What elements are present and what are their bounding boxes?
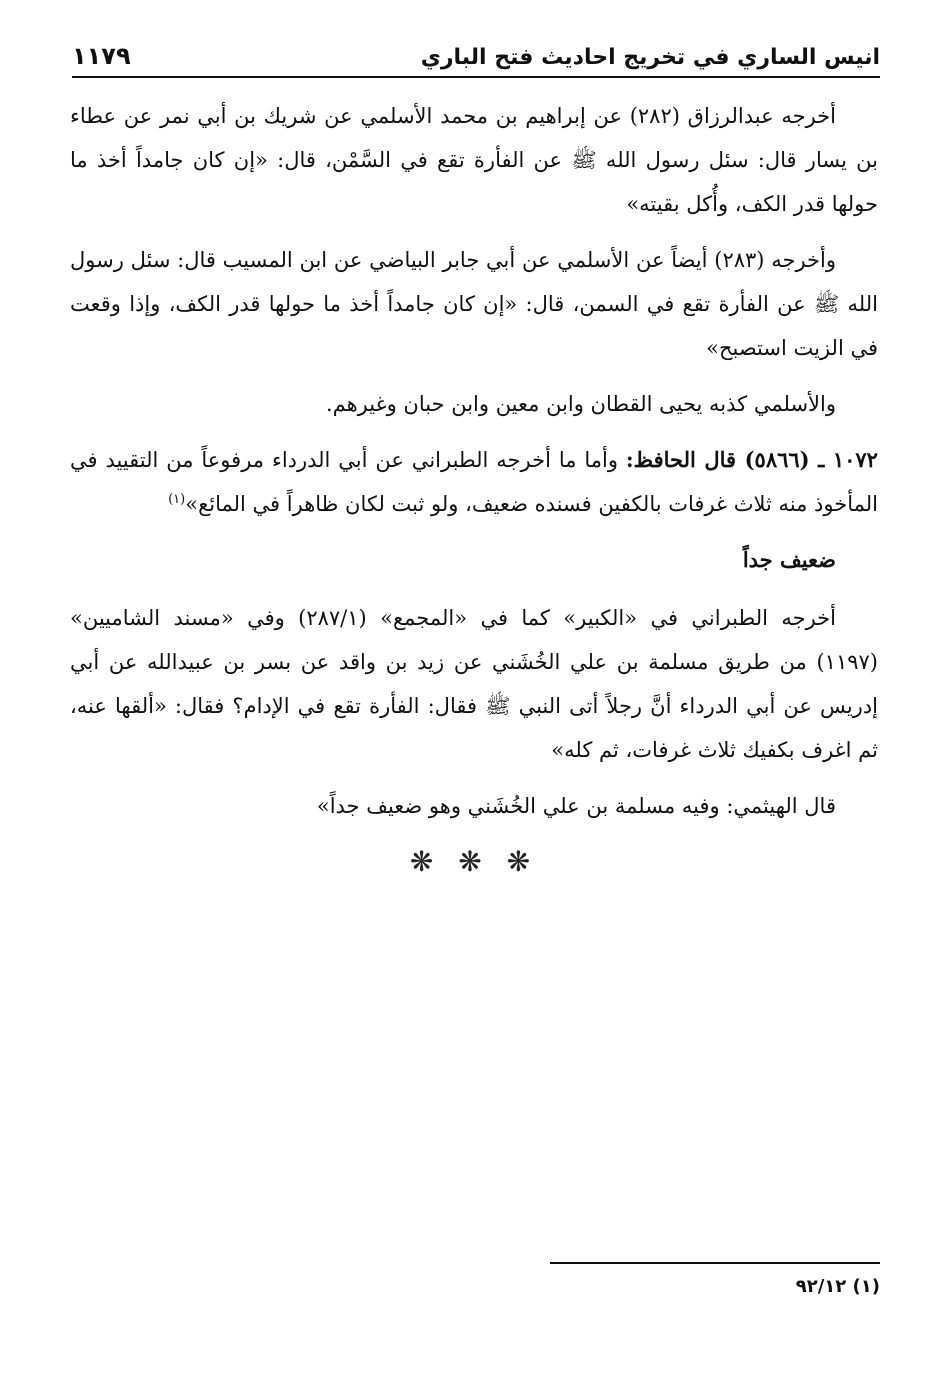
page-header (72, 26, 880, 78)
entry-text: وأما ما أخرجه الطبراني عن أبي الدرداء مرفوعاً من التقييد في المأخوذ منه ثلاث غرفات بالكفين فسنده ضعيف، ولو ثبت لكان ظاهراً في المائع» (70, 448, 878, 516)
footnote-divider (550, 1262, 880, 1264)
paragraph-4: أخرجه الطبراني في «الكبير» كما في «المجمع» (٢٨٧/١) وفي «مسند الشاميين» (١١٩٧) من طريق مسلمة بن علي الخُشَني عن زيد بن واقد عن بسر بن عبيدالله عن أبي إدريس عن أبي الدرداء أنَّ رجلاً أتى النبي ﷺ فقال: الفأرة تقع في الإدام؟ فقال: «ألقها عنه، ثم اغرف بكفيك ثلاث غرفات، ثم كله» (70, 606, 878, 762)
hadith-entry (70, 438, 878, 526)
paragraph-5: قال الهيثمي: وفيه مسلمة بن علي الخُشَني وهو ضعيف جداً» (316, 794, 836, 818)
paragraph-3: والأسلمي كذبه يحيى القطان وابن معين وابن حبان وغيرهم. (325, 392, 836, 416)
hadith-grade: ضعيف جداً (742, 547, 836, 572)
page-body (70, 94, 878, 884)
paragraph-1: أخرجه عبدالرزاق (٢٨٢) عن إبراهيم بن محمد الأسلمي عن شريك بن أبي نمر عن عطاء بن يسار قال: سئل رسول الله ﷺ عن الفأرة تقع في السَّمْن، قال: «إن كان جامداً أخذ ما حولها قدر الكف، وأُكل بقيته» (70, 104, 878, 216)
book-title: انيس الساري في تخريج احاديث فتح الباري (420, 45, 880, 70)
footnote: (١) ٩٢/١٢ (795, 1276, 880, 1297)
section-separator: ❋ ❋ ❋ (409, 845, 539, 878)
entry-number: ١٠٧٢ ـ (٥٨٦٦) قال الحافظ: (625, 447, 878, 472)
paragraph-2: وأخرجه (٢٨٣) أيضاً عن الأسلمي عن أبي جابر البياضي عن ابن المسيب قال: سئل رسول الله ﷺ عن الفأرة تقع في السمن، قال: «إن كان جامداً أخذ ما حولها قدر الكف، وإذا وقعت في الزيت استصبح» (70, 248, 878, 360)
page-number: ١١٧٩ (72, 42, 131, 70)
footnote-reference[interactable]: (١) (168, 492, 186, 507)
